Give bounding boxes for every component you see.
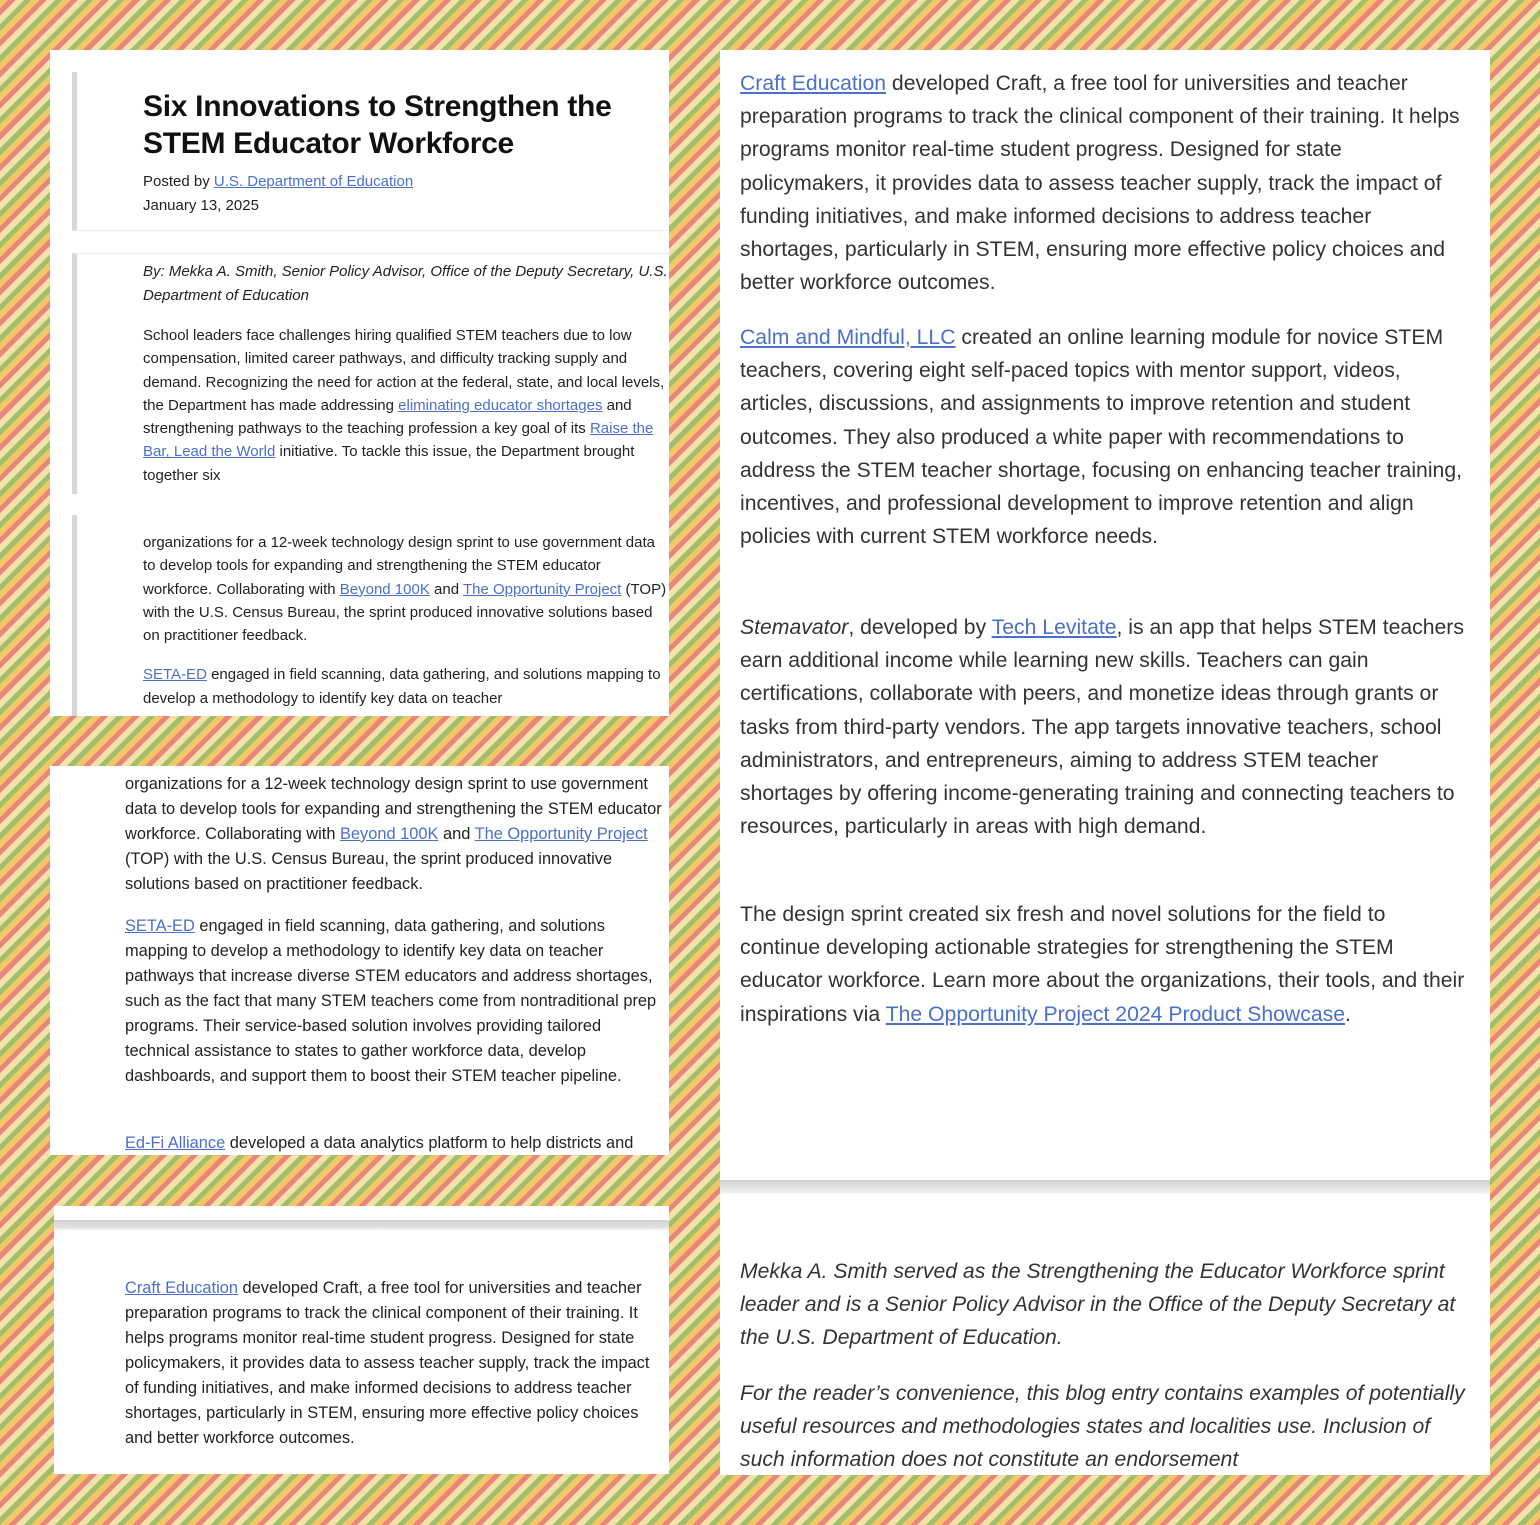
screenshot-panel-2: [50, 766, 669, 1155]
seta-paragraph: SETA-ED engaged in field scanning, data gathering, and solutions mapping to develop a methodology to identify key data on teacher pathways that increase diverse STEM educators and address shortages, such as the fact that many STEM teachers come from nontraditional prep programs. Their service-based solution involves providing tailored technical assistance to states to gather workforce data, develop dashboards, and support them to boost their STEM teacher pipeline.: [125, 917, 657, 1085]
sprint-paragraph: organizations for a 12-week technology design sprint to use government data to develop tools for expanding and strengthening the STEM educator workforce. Collaborating with Beyond 100K and The Opportunity Project (TOP) with the U.S. Census Bureau, the sprint produced innovative solutions based on practitioner feedback.: [143, 534, 667, 645]
design-sprint-paragraph: The design sprint created six fresh and novel solutions for the field to continue developing actionable strategies for strengthening the STEM educator workforce. Learn more about the organizations, their tools, and their inspirations via The Opportunity Project 2024 Product Showcase.: [740, 903, 1465, 1026]
edfi-paragraph: Ed-Fi Alliance developed a data analytics platform to help districts and: [125, 1134, 634, 1152]
scroll-divider: [720, 1180, 1490, 1194]
craft-paragraph: Craft Education developed Craft, a free tool for universities and teacher preparation programs to track the clinical component of their training. It helps programs monitor real-time student progress. Designed for state policymakers, it provides data to assess teacher supply, track the impact of funding initiatives, and make informed decisions to address teacher shortages, particularly in STEM, ensuring more effective policy choices and better workforce outcomes.: [125, 1279, 650, 1447]
continuation-card: [72, 515, 669, 716]
post-date: January 13, 2025: [143, 197, 259, 214]
seta-paragraph: SETA-ED engaged in field scanning, data gathering, and solutions mapping to develop a methodology to identify key data on teacher: [143, 666, 661, 707]
author-link[interactable]: U.S. Department of Education: [213, 173, 414, 190]
screenshot-panel-5: [720, 1180, 1490, 1475]
product-showcase-link[interactable]: The Opportunity Project 2024 Product Showcase: [885, 1002, 1345, 1026]
craft-education-link[interactable]: Craft Education: [740, 72, 887, 95]
seta-ed-link[interactable]: SETA-ED: [125, 917, 195, 935]
raise-the-bar-link[interactable]: Raise the Bar, Lead the World: [143, 420, 654, 461]
screenshot-panel-3: [54, 1206, 669, 1474]
calm-and-mindful-link[interactable]: Calm and Mindful, LLC: [740, 326, 956, 349]
beyond-100k-link[interactable]: Beyond 100K: [339, 580, 430, 598]
disclaimer: For the reader’s convenience, this blog entry contains examples of potentially useful resources and methodologies states and localities use. Inclusion of such information does not constitute an endorsement: [740, 1382, 1465, 1472]
intro-card: [72, 253, 669, 494]
eliminating-shortages-link[interactable]: eliminating educator shortages: [398, 396, 603, 414]
page-title: Six Innovations to Strengthen the STEM Educator Workforce: [143, 90, 612, 160]
scroll-divider: [54, 1220, 669, 1230]
intro-paragraph: School leaders face challenges hiring qualified STEM teachers due to low compensation, limited career pathways, and difficulty tracking supply and demand. Recognizing the need for action at the federal, state, and local levels, the Department has made addressing eliminating educator shortages and strengthening pathways to the teaching profession a key goal of its Raise the Bar, Lead the World initiative. To tackle this issue, the Department brought together six: [143, 327, 665, 484]
screenshot-panel-4: [720, 50, 1490, 1180]
craft-education-link[interactable]: Craft Education: [125, 1279, 238, 1297]
calm-mindful-paragraph: Calm and Mindful, LLC created an online learning module for novice STEM teachers, covering eight self-paced topics with mentor support, videos, articles, discussions, and assignments to improve retention and student outcomes. They also produced a white paper with recommendations to address the STEM teacher shortage, focusing on enhancing teacher training, incentives, and professional development to improve retention and align policies with current STEM workforce needs.: [740, 326, 1462, 549]
byline: By: Mekka A. Smith, Senior Policy Advisor, Office of the Deputy Secretary, U.S. Department of Education: [143, 263, 668, 304]
screenshot-panel-1: [50, 50, 669, 716]
craft-paragraph: Craft Education developed Craft, a free tool for universities and teacher preparation programs to track the clinical component of their training. It helps programs monitor real-time student progress. Designed for state policymakers, it provides data to assess teacher supply, track the impact of funding initiatives, and make informed decisions to address teacher shortages, particularly in STEM, ensuring more effective policy choices and better workforce outcomes.: [740, 72, 1460, 295]
stemavator-paragraph: Stemavator, developed by Tech Levitate, is an app that helps STEM teachers earn additional income while learning new skills. Teachers can gain certifications, collaborate with peers, and monetize ideas through grants or tasks from third-party vendors. The app targets innovative teachers, school administrators, and entrepreneurs, aiming to address STEM teacher shortages by offering income-generating training and connecting teachers to resources, particularly in areas with high demand.: [740, 616, 1464, 839]
ed-fi-alliance-link[interactable]: Ed-Fi Alliance: [125, 1134, 226, 1152]
tech-levitate-link[interactable]: Tech Levitate: [991, 616, 1117, 639]
beyond-100k-link[interactable]: Beyond 100K: [340, 825, 439, 843]
sprint-paragraph: organizations for a 12-week technology design sprint to use government data to develop tools for expanding and strengthening the STEM educator workforce. Collaborating with Beyond 100K and The Opportunity Project (TOP) with the U.S. Census Bureau, the sprint produced innovative solutions based on practitioner feedback.: [125, 775, 662, 893]
seta-ed-link[interactable]: SETA-ED: [143, 666, 207, 684]
opportunity-project-link[interactable]: The Opportunity Project: [462, 580, 622, 598]
author-bio: Mekka A. Smith served as the Strengthening the Educator Workforce sprint leader and is a Senior Policy Advisor in the Office of the Deputy Secretary at the U.S. Department of Education.: [740, 1260, 1456, 1350]
posted-by: Posted by U.S. Department of Education: [143, 173, 414, 190]
opportunity-project-link[interactable]: The Opportunity Project: [474, 825, 648, 843]
header-card: [72, 72, 669, 231]
